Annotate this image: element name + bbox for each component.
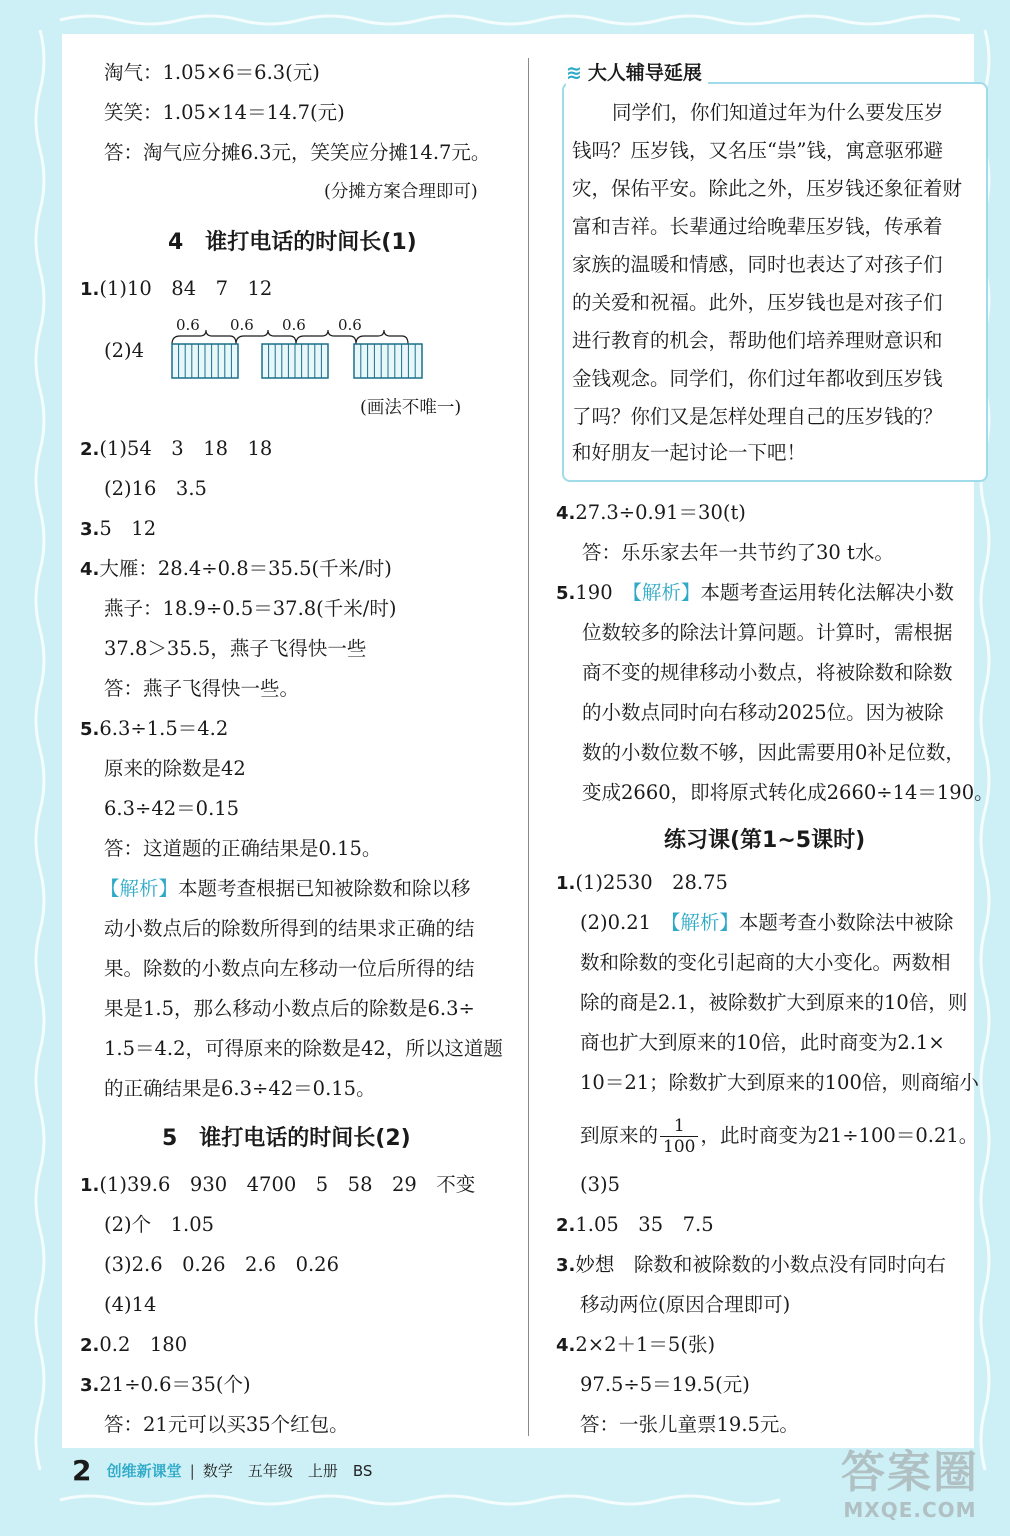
page-footer bbox=[72, 1454, 372, 1487]
analysis-tag: 【解析】 bbox=[100, 877, 179, 900]
answer-text: (4)14 bbox=[104, 1293, 157, 1316]
analysis-text: ，此时商变为21÷100＝0.21。 bbox=[700, 1124, 979, 1147]
answer-line-conclusion: 答：淘气应分摊6.3元，笑笑应分摊14.7元。 bbox=[104, 141, 491, 164]
answer-text: 答：这道题的正确结果是0.15。 bbox=[104, 837, 382, 860]
answer-text: 5 12 bbox=[99, 517, 157, 540]
question-number: 5. bbox=[556, 583, 576, 604]
tutor-text: 金钱观念。同学们，你们过年都收到压岁钱 bbox=[572, 367, 943, 390]
question-number: 1. bbox=[80, 279, 100, 300]
watermark-logo-text: 答案圈 bbox=[841, 1447, 979, 1498]
diagram-label: 0.6 bbox=[338, 316, 362, 334]
answer-text: (2)4 bbox=[104, 339, 145, 362]
answer-line-taoqi: 淘气：1.05×6＝6.3(元) bbox=[104, 61, 320, 84]
series-name: 创维新课堂 bbox=[106, 1462, 182, 1480]
tutor-text: 的关爱和祝福。此外，压岁钱也是对孩子们 bbox=[572, 291, 943, 314]
answer-text: 97.5÷5＝19.5(元) bbox=[580, 1373, 750, 1396]
diagram-label: 0.6 bbox=[230, 316, 254, 334]
question-number: 2. bbox=[80, 1335, 100, 1356]
question-number: 4. bbox=[556, 1335, 576, 1356]
answer-text: 2×2＋1＝5(张) bbox=[575, 1333, 716, 1356]
answer-text: 0.2 180 bbox=[99, 1333, 188, 1356]
page-number: 2 bbox=[72, 1454, 92, 1487]
question-number: 3. bbox=[556, 1255, 576, 1276]
tutor-text: 富和吉祥。长辈通过给晚辈压岁钱，传承着 bbox=[572, 215, 943, 238]
answer-line-xiaoxiao: 笑笑：1.05×14＝14.7(元) bbox=[104, 101, 345, 124]
watermark-url: MXQE.COM bbox=[843, 1498, 977, 1522]
analysis-text: 动小数点后的除数所得到的结果求正确的结 bbox=[104, 917, 475, 940]
answer-text: (2)个 1.05 bbox=[104, 1213, 215, 1236]
answer-text: (1)10 84 7 12 bbox=[99, 277, 273, 300]
analysis-tag: 【解析】 bbox=[632, 581, 701, 604]
question-number: 2. bbox=[80, 439, 100, 460]
answer-text: 1.05 35 7.5 bbox=[575, 1213, 714, 1236]
answer-text: 移动两位(原因合理即可) bbox=[580, 1293, 791, 1316]
answer-text: 大雁：28.4÷0.8＝35.5(千米/时) bbox=[99, 557, 392, 580]
tutor-text: 了吗？你们又是怎样处理自己的压岁钱的？ bbox=[572, 405, 943, 428]
analysis-text: 商也扩大到原来的10倍，此时商变为2.1× bbox=[580, 1031, 945, 1054]
answer-text: 燕子：18.9÷0.5＝37.8(千米/时) bbox=[104, 597, 397, 620]
footer-separator: | bbox=[189, 1461, 195, 1480]
question-number: 1. bbox=[80, 1175, 100, 1196]
analysis-text: 除的商是2.1，被除数扩大到原来的10倍，则 bbox=[580, 991, 968, 1014]
watermark bbox=[820, 1448, 1000, 1532]
diagram-label: 0.6 bbox=[282, 316, 306, 334]
answer-text: (1)39.6 930 4700 5 58 29 不变 bbox=[99, 1173, 476, 1196]
answer-text: (3)2.6 0.26 2.6 0.26 bbox=[104, 1253, 339, 1276]
question-number: 3. bbox=[80, 1375, 100, 1396]
answer-text: (3)5 bbox=[580, 1173, 621, 1196]
analysis-text: 1.5＝4.2，可得原来的除数是42，所以这道题 bbox=[104, 1037, 503, 1060]
analysis-text: 本题考查根据已知被除数和除以移 bbox=[178, 877, 471, 900]
tutor-text: 和好朋友一起讨论一下吧！ bbox=[572, 441, 807, 464]
answer-text: 妙想 除数和被除数的小数点没有同时向右 bbox=[575, 1253, 946, 1276]
answer-text: 答：燕子飞得快一些。 bbox=[104, 677, 300, 700]
tutor-text: 钱吗？压岁钱，又名压“祟”钱，寓意驱邪避 bbox=[572, 139, 943, 162]
answer-text: (2)16 3.5 bbox=[104, 477, 207, 500]
section-4-title: 4 谁打电话的时间长(1) bbox=[168, 230, 417, 255]
analysis-text: 到原来的 bbox=[580, 1124, 659, 1147]
analysis-text: 商不变的规律移动小数点，将被除数和除数 bbox=[582, 661, 953, 684]
answer-text: 27.3÷0.91＝30(t) bbox=[575, 501, 746, 524]
tutor-text: 进行教育的机会，帮助他们培养理财意识和 bbox=[572, 329, 943, 352]
answer-text: (1)2530 28.75 bbox=[575, 871, 728, 894]
analysis-text: 本题考查小数除法中被除 bbox=[738, 911, 954, 934]
tutor-text: 家族的温暖和情感，同时也表达了对孩子们 bbox=[572, 253, 943, 276]
question-number: 4. bbox=[556, 503, 576, 524]
analysis-text: 10＝21；除数扩大到原来的100倍，则商缩小 bbox=[580, 1071, 979, 1094]
analysis-text: 本题考查运用转化法解决小数 bbox=[700, 581, 954, 604]
tutor-title bbox=[566, 60, 708, 86]
column-divider bbox=[528, 58, 529, 1436]
book-meta: 数学 五年级 上册 BS bbox=[202, 1462, 373, 1480]
answer-text: 原来的除数是42 bbox=[104, 757, 246, 780]
analysis-text: 果。除数的小数点向左移动一位后所得的结 bbox=[104, 957, 475, 980]
analysis-text: 变成2660，即将原式转化成2660÷14＝190。 bbox=[582, 781, 994, 804]
fraction-denominator: 100 bbox=[663, 1137, 696, 1157]
analysis-text: 位数较多的除法计算问题。计算时，需根据 bbox=[582, 621, 953, 644]
analysis-text: 数的小数位数不够，因此需要用0补足位数， bbox=[582, 741, 965, 764]
fraction bbox=[660, 1116, 698, 1157]
answer-text: 6.3÷1.5＝4.2 bbox=[99, 717, 229, 740]
tutor-title-text: 大人辅导延展 bbox=[587, 62, 702, 84]
answer-text: 答：乐乐家去年一共节约了30 t水。 bbox=[582, 541, 894, 564]
question-number: 3. bbox=[80, 519, 100, 540]
answer-text: (2)0.21 bbox=[580, 911, 652, 934]
question-number: 5. bbox=[80, 719, 100, 740]
diagram-label: 0.6 bbox=[176, 316, 200, 334]
question-number: 1. bbox=[556, 873, 576, 894]
tutor-text: 灾，保佑平安。除此之外，压岁钱还象征着财 bbox=[572, 177, 963, 200]
section-5-title: 5 谁打电话的时间长(2) bbox=[162, 1126, 411, 1151]
answer-text: 190 bbox=[575, 581, 613, 604]
analysis-text: 的小数点同时向右移动2025位。因为被除 bbox=[582, 701, 944, 724]
analysis-text-fraction-line bbox=[580, 1112, 978, 1160]
analysis-tag: 【解析】 bbox=[670, 911, 739, 934]
question-number: 4. bbox=[80, 559, 100, 580]
analysis-text: 数和除数的变化引起商的大小变化。两数相 bbox=[580, 951, 951, 974]
wave-icon: ≋ bbox=[566, 62, 582, 84]
practice-section-title: 练习课(第1~5课时) bbox=[664, 828, 866, 853]
answer-note: (分摊方案合理即可) bbox=[324, 182, 478, 202]
answer-text: 37.8＞35.5，燕子飞得快一些 bbox=[104, 637, 367, 660]
answer-text: 答：一张儿童票19.5元。 bbox=[580, 1413, 799, 1436]
decimal-grid-diagram bbox=[166, 314, 430, 382]
fraction-numerator: 1 bbox=[660, 1116, 698, 1137]
answer-text: 答：21元可以买35个红包。 bbox=[104, 1413, 349, 1436]
answer-text: 6.3÷42＝0.15 bbox=[104, 797, 240, 820]
analysis-text: 的正确结果是6.3÷42＝0.15。 bbox=[104, 1077, 376, 1100]
diagram-note: (画法不唯一) bbox=[360, 398, 462, 418]
answer-text: 21÷0.6＝35(个) bbox=[99, 1373, 251, 1396]
analysis-text: 果是1.5，那么移动小数点后的除数是6.3÷ bbox=[104, 997, 475, 1020]
answer-text: (1)54 3 18 18 bbox=[99, 437, 273, 460]
question-number: 2. bbox=[556, 1215, 576, 1236]
tutor-text: 同学们，你们知道过年为什么要发压岁 bbox=[612, 101, 944, 124]
